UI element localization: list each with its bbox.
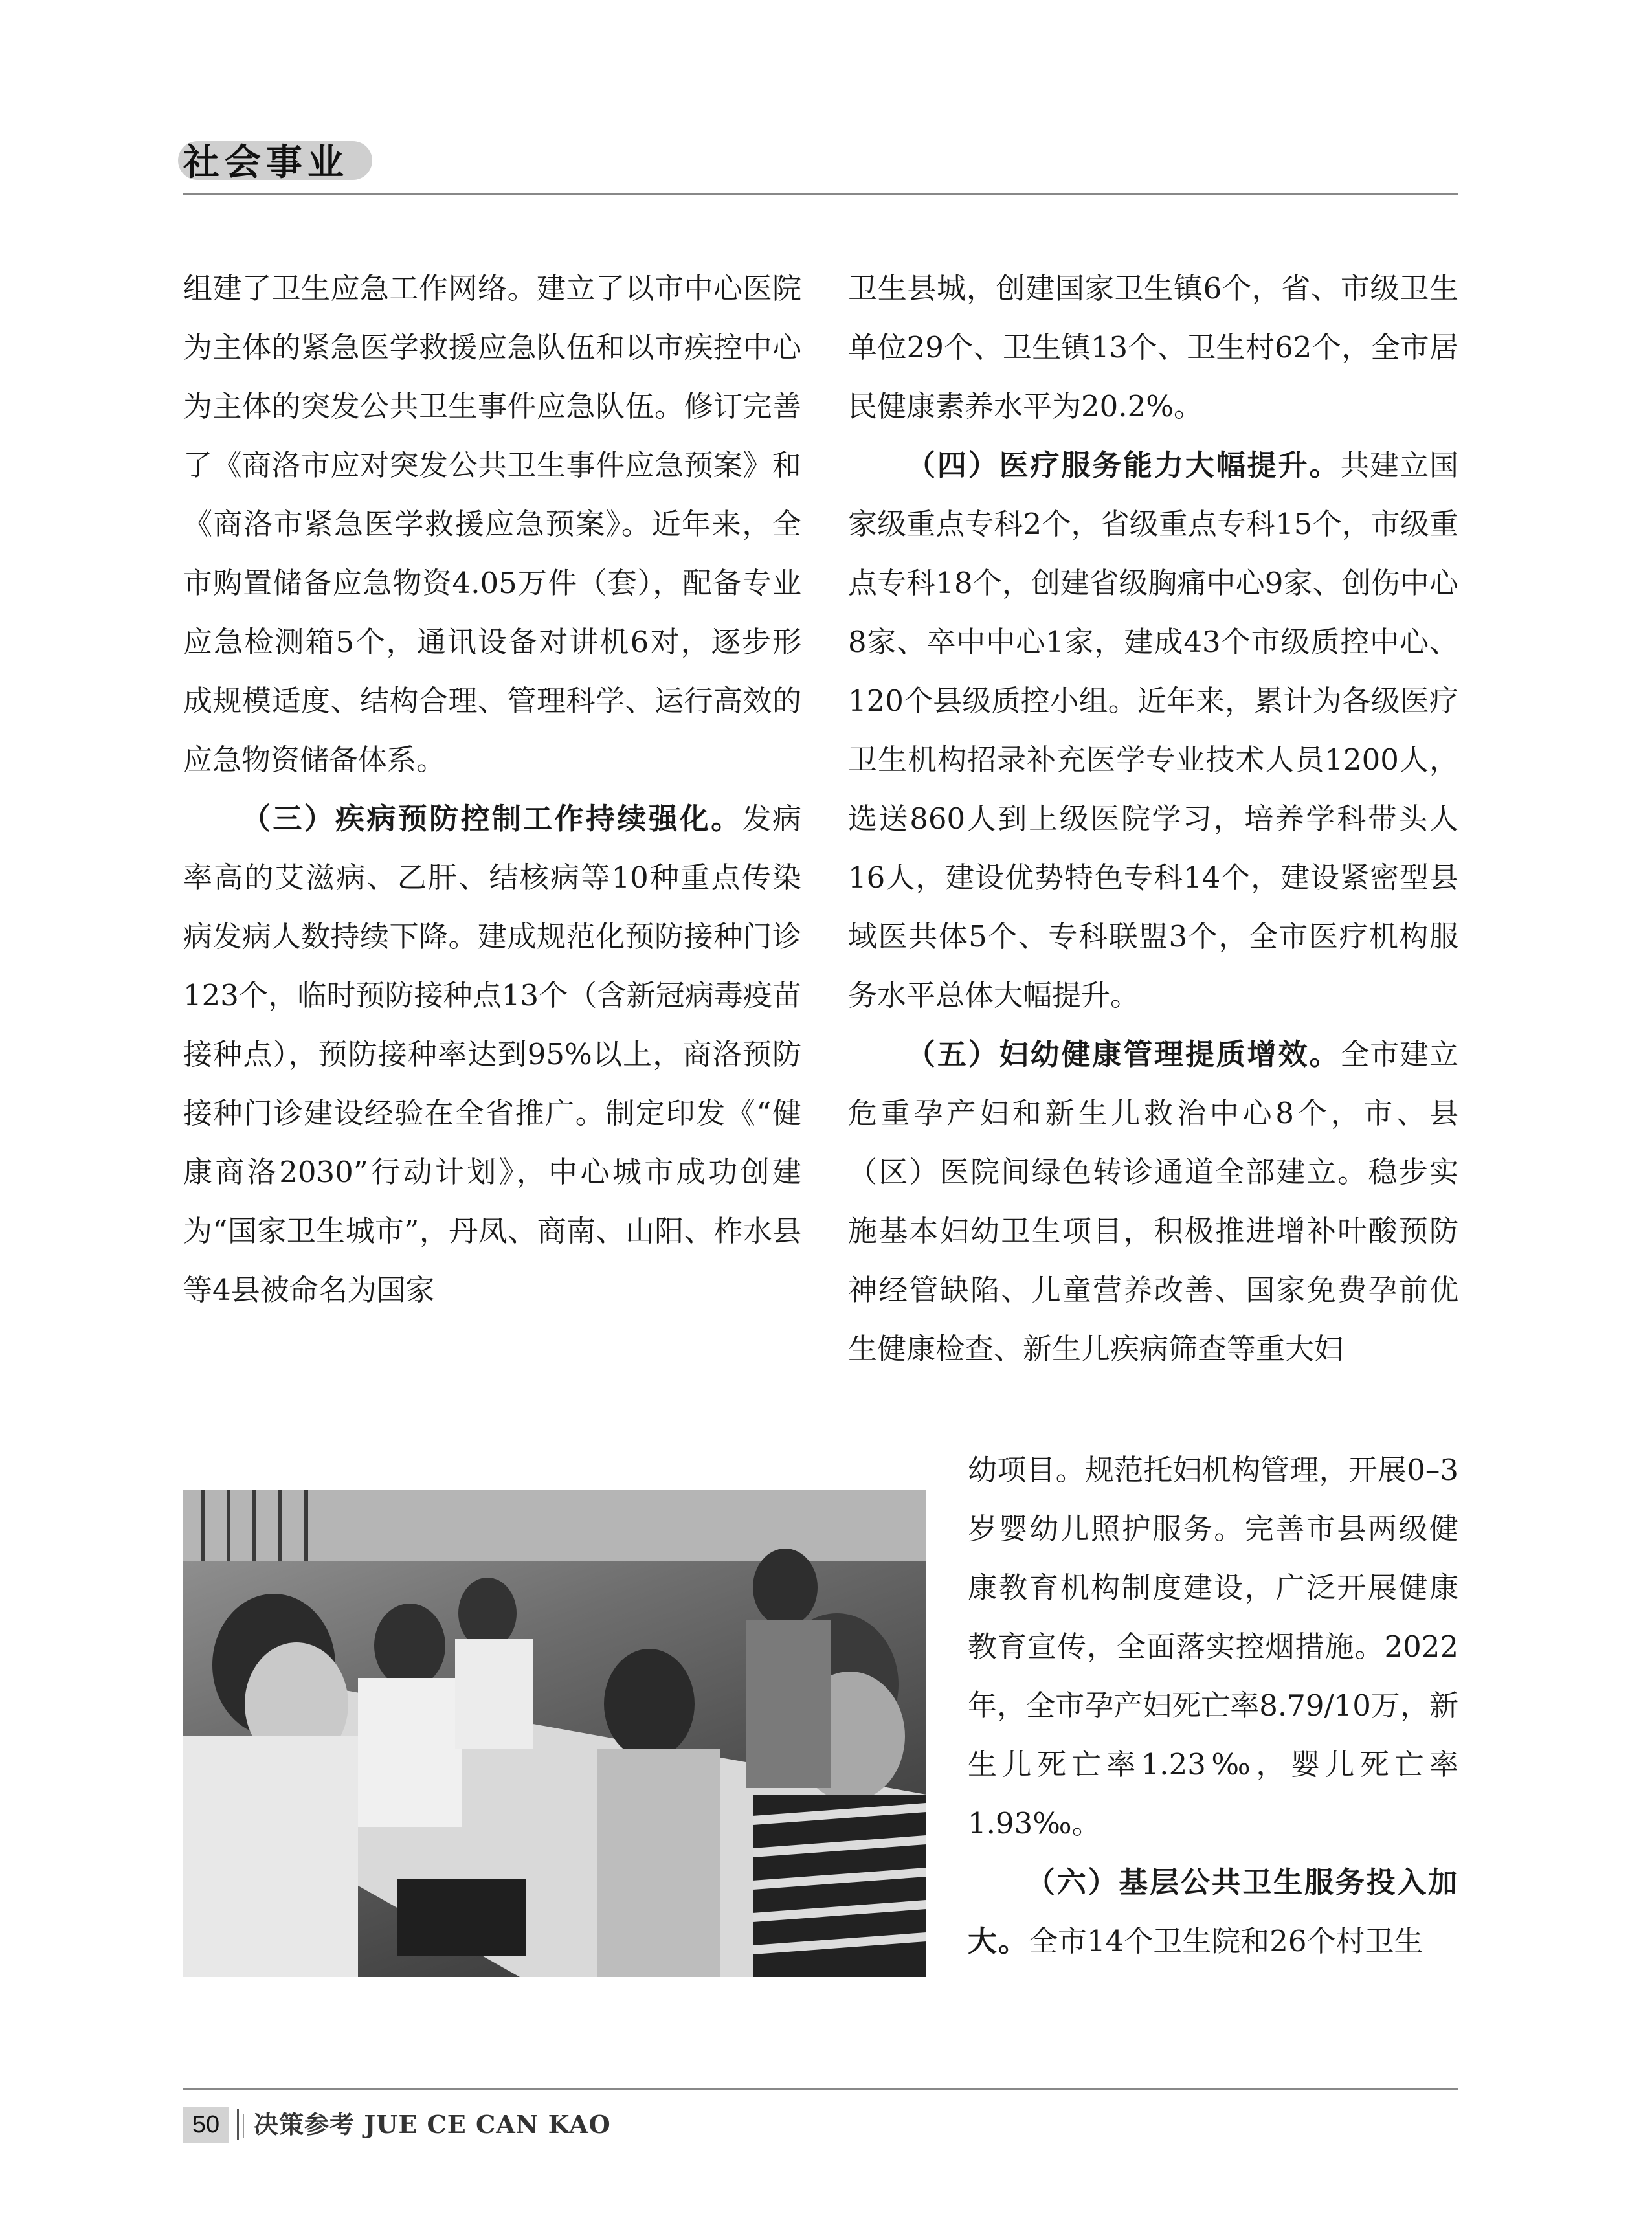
left-column [183,259,801,1319]
subheading-disease-control: （三）疾病预防控制工作持续强化。 [241,801,742,836]
journal-name: 决策参考 JUE CE CAN KAO [254,2110,611,2139]
right-paragraph-2 [848,436,1458,1025]
footer-separator-thin [243,2114,244,2138]
subheading-maternal-child-health: （五）妇幼健康管理提质增效。 [906,1037,1341,1071]
right-paragraph-3-body-a: 全市建立危重孕产妇和新生儿救治中心8个，市、县（区）医院间绿色转诊通道全部建立。稳步实施基本妇幼卫生项目，积极推进增补叶酸预防神经管缺陷、儿童营养改善、国家免费孕前优生健康检查、新生儿疾病筛查等重大妇 [848,1037,1458,1366]
footer-rule [183,2088,1458,2090]
footer-separator [237,2109,239,2140]
section-title: 社会事业 [183,142,349,184]
right-column-narrow [968,1440,1458,1971]
right-paragraph-1: 卫生县城，创建国家卫生镇6个，省、市级卫生单位29个、卫生镇13个、卫生村62个，全市居民健康素养水平为20.2%。 [848,271,1458,423]
page-number: 50 [192,2111,220,2138]
right-paragraph-4 [968,1853,1458,1971]
right-paragraph-2-body: 共建立国家级重点专科2个，省级重点专科15个，市级重点专科18个，创建省级胸痛中心9家、创伤中心8家、卒中中心1家，建成43个市级质控中心、120个县级质控小组。近年来，累计为各级医疗卫生机构招录补充医学专业技术人员1200人，选送860人到上级医院学习，培养学科带头人16人，建设优势特色专科14个，建设紧密型县域医共体5个、专科联盟3个，全市医疗机构服务水平总体大幅提升。 [848,448,1458,1012]
subheading-medical-services: （四）医疗服务能力大幅提升。 [906,448,1341,482]
left-paragraph-1: 组建了卫生应急工作网络。建立了以市中心医院为主体的紧急医学救援应急队伍和以市疾控中心为主体的突发公共卫生事件应急队伍。修订完善了《商洛市应对突发公共卫生事件应急预案》和《商洛市紧急医学救援应急预案》。近年来，全市购置储备应急物资4.05万件（套），配备专业应急检测箱5个，通讯设备对讲机6对，逐步形成规模适度、结构合理、管理科学、运行高效的应急物资储备体系。 [183,271,801,777]
subheading-primary-public-health: （六）基层公共卫生服务投入加大。 [968,1865,1458,1958]
left-paragraph-2-body: 发病率高的艾滋病、乙肝、结核病等10种重点传染病发病人数持续下降。建成规范化预防接种门诊123个，临时预防接种点13个（含新冠病毒疫苗接种点），预防接种率达到95%以上，商洛预防接种门诊建设经验在全省推广。制定印发《“健康商洛2030”行动计划》，中心城市成功创建为“国家卫生城市”，丹凤、商南、山阳、柞水县等4县被命名为国家 [183,801,801,1307]
right-paragraph-4-body: 全市14个卫生院和26个村卫生 [1029,1924,1423,1958]
right-paragraph-3-continued: 幼项目。规范托妇机构管理，开展0–3岁婴幼儿照护服务。完善市县两级健康教育机构制度建设，广泛开展健康教育宣传，全面落实控烟措施。2022年，全市孕产妇死亡率8.79/10万，新生儿死亡率1.23‰，婴儿死亡率1.93‰。 [968,1453,1458,1840]
news-photo [183,1490,926,1977]
right-paragraph-3 [848,1025,1458,1378]
left-paragraph-2 [183,789,801,1319]
photo-illustration [183,1490,926,1977]
header-rule [183,193,1458,195]
right-column [848,259,1458,1378]
section-tag [183,137,349,183]
